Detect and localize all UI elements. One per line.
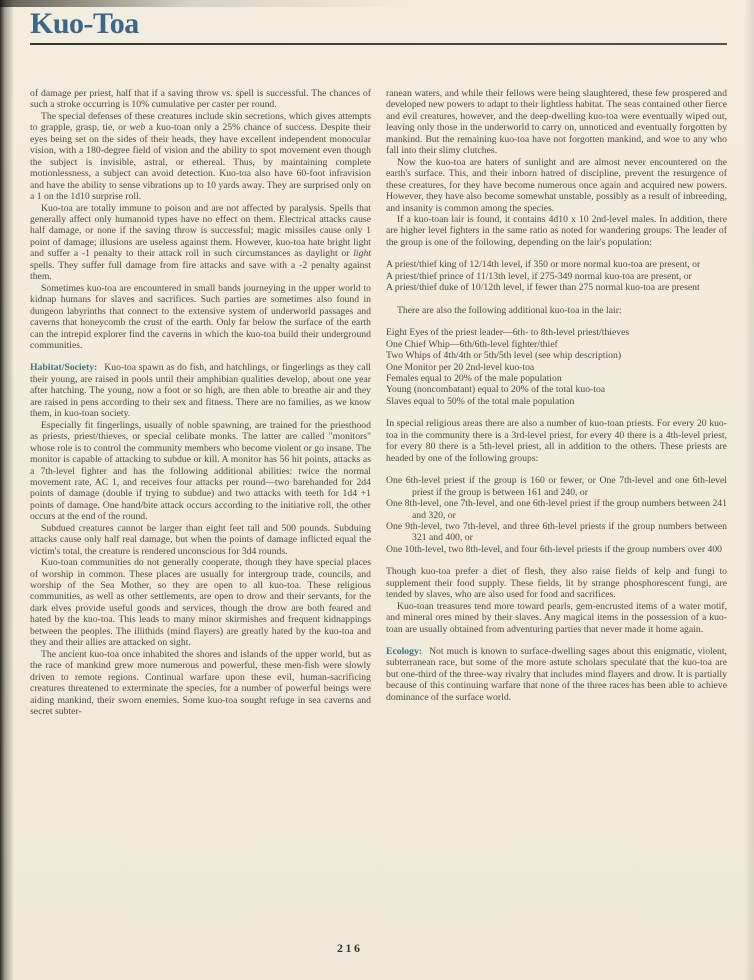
right-column	[386, 88, 727, 717]
page-title: Kuo-Toa	[30, 7, 139, 40]
section-heading: Habitat/Society:	[30, 362, 98, 374]
paragraph: A priest/thief prince of 11/13th level, if 275-349 normal kuo-toa are present, or	[386, 270, 692, 282]
paragraph: Females equal to 20% of the male population	[386, 372, 562, 384]
paragraph: One 10th-level, two 8th-level, and four 6th-level priests if the group numbers over 400	[386, 543, 723, 555]
paragraph: Kuo-toan treasures tend more toward pearls, gem-encrusted items of a water motif, and mineral ores mined by their slaves. Any magical items in the possession of a kuo-toan are usually obtained from adventuring parties that never made it home again.	[386, 600, 727, 635]
paragraph: of damage per priest, half that if a saving throw vs. spell is successful. The chances of such a stroke occurring is 10% cumulative per caster per round.	[30, 88, 371, 111]
title-rule	[30, 43, 727, 45]
section-heading: Ecology:	[386, 646, 423, 658]
paragraph: If a kuo-toan lair is found, it contains 4d10 x 10 2nd-level males. In addition, there are higher level fighters in the same ratio as noted for wandering groups. The leader of the group is one of the following, depending on the lair's population:	[386, 213, 727, 248]
paragraph: Especially fit fingerlings, usually of noble spawning, are trained for the priesthood as priests, priest/thieves, or special celibate monks. The latter are called "monitors" whose role is to control the community members who become violent or go insane. The monitor is capable of attacking to subdue or kill. A monitor has 56 hit points, attacks as a 7th-level fighter and has the following additional abilities: twice the normal movement rate, AC 1, and receives four attacks per round—two barehanded for 2d4 points of damage (double if trying to subdue) and two attacks with teeth for 1d4 +1 points of damage. One hand/bite attack occurs according to the initiative roll, the other occurs at the end of the round.	[30, 419, 371, 523]
paragraph: Kuo-toa are totally immune to poison and are not affected by paralysis. Spells that generally affect only humanoid types have no effect on them. Electrical attacks cause half damage, or none if the saving throw is successful; magic missiles cause only 1 point of damage; illusions are useless against them. However, kuo-toa hate bright light and suffer a -1 penalty to their attack roll in such circumstances as daylight or light spells. They suffer full damage from fire attacks and save with a -2 penalty against them.	[30, 202, 371, 283]
paragraph: Though kuo-toa prefer a diet of flesh, they also raise fields of kelp and fungi to supplement their food supply. These fields, lit by strange phosphorescent fungi, are tended by slaves, who are also used for food and sacrifices.	[386, 566, 727, 601]
scan-shadow-right	[744, 0, 754, 980]
paragraph: The ancient kuo-toa once inhabited the shores and islands of the upper world, but as the race of mankind grew more numerous and powerful, these men-fish were slowly driven to remote regions. Continual warfare upon these evil, human-sacrificing creatures threatened to exterminate the species, for a number of powerful beings were aiding mankind, their sworn enemies. Some kuo-toa sought refuge in sea caverns and secret subter-	[30, 648, 371, 718]
section-paragraph: Ecology: Not much is known to surface-dwelling sages about this enigmatic, violent, subterranean race, but some of the more astute scholars speculate that the kuo-toa are but one-third of the three-way rivalry that includes mind flayers and drow. It is partially because of this continuing warfare that none of the three races has been able to achieve dominance of the surface world.	[386, 646, 727, 703]
page-number: 216	[337, 941, 363, 955]
paragraph: A priest/thief duke of 10/12th level, if fewer than 275 normal kuo-toa are present	[386, 282, 700, 294]
scan-shadow-left	[0, 0, 14, 980]
paragraph: Now the kuo-toa are haters of sunlight and are almost never encountered on the earth's surface. This, and their inborn hatred of discipline, prevent the resurgence of these creatures, for they have become numerous once again and acquired new powers. However, they have also become somewhat unstable, possibly as a result of inbreeding, and insanity is common among the species.	[386, 156, 727, 214]
paragraph: Slaves equal to 50% of the total male population	[386, 395, 575, 407]
paragraph: One 6th-level priest if the group is 160 or fewer, or One 7th-level and one 6th-level priest if the group is between 161 and 240, or	[386, 475, 727, 498]
paragraph: A priest/thief king of 12/14th level, if 350 or more normal kuo-toa are present, or	[386, 259, 701, 271]
scan-shadow-top	[0, 0, 754, 7]
paragraph: One Monitor per 20 2nd-level kuo-toa	[386, 361, 535, 373]
paragraph: Eight Eyes of the priest leader—6th- to 8th-level priest/thieves	[386, 327, 630, 339]
paragraph: Sometimes kuo-toa are encountered in small bands journeying in the upper world to kidnap humans for slaves and sacrifices. Such parties are sometimes also found in dungeon labyrinths that connect to the extensive system of underworld passages and caverns that honeycomb the crust of the earth. Only far below the surface of the earth can the intrepid explorer find the caverns in which the kuo-toa build their underground communities.	[30, 282, 371, 351]
page-header	[30, 8, 727, 45]
left-column	[30, 88, 371, 717]
paragraph: In special religious areas there are also a number of kuo-toan priests. For every 20 kuo-toa in the community there is a 3rd-level priest, for every 40 there is a 4th-level priest, for every 80 there is a 5th-level priest, all in addition to the others. These priests are headed by one of the following groups:	[386, 418, 727, 464]
paragraph: ranean waters, and while their fellows were being slaughtered, these few prospered and developed new powers to adapt to their lightless habitat. The seas contained other fierce and evil creatures, however, and the deep-dwelling kuo-toa were eventually wiped out, leaving only those in the underworld to carry on, unnoticed and eventually forgotten by mankind. But the remaining kuo-toa have not forgotten mankind, and woe to any who fall into their slimy clutches.	[386, 88, 727, 157]
paragraph: There are also the following additional kuo-toa in the lair:	[397, 304, 622, 316]
paragraph: Two Whips of 4th/4th or 5th/5th level (see whip description)	[386, 350, 622, 362]
paragraph: Kuo-toan communities do not generally cooperate, though they have special places of worship in common. These places are usually for intergroup trade, councils, and worship of the Sea Mother, so they are open to all kuo-toa. These religious communities, as well as other settlements, are open to drow and their servants, for the dark elves provide useful goods and services, though the drow are both feared and hated by the kuo-toa. This leads to many minor skirmishes and frequent kidnappings between the peoples. The illithids (mind flayers) are greatly hated by the kuo-toa and they and their allies are attacked on sight.	[30, 557, 371, 649]
paragraph: One 8th-level, one 7th-level, and one 6th-level priest if the group numbers between 241 and 320, or	[386, 498, 727, 521]
section-paragraph: Habitat/Society: Kuo-toa spawn as do fish, and hatchlings, or fingerlings as they call their young, are raised in pools until their amphibian qualities develop, about one year after hatching. The young, now a foot or so high, are then able to breathe air and they are raised in pens according to their sex and fitness. There are no families, as we know them, in kuo-toan society.	[30, 362, 371, 420]
text-columns	[30, 88, 727, 717]
paragraph: One Chief Whip—6th/6th-level fighter/thief	[386, 338, 558, 350]
paragraph: Young (noncombatant) equal to 20% of the total kuo-toa	[386, 384, 606, 396]
paragraph: Subdued creatures cannot be larger than eight feet tall and 500 pounds. Subduing attacks cause only half real damage, but when the points of damage inflicted equal the victim's total, the creature is rendered unconscious for 3d4 rounds.	[30, 522, 371, 557]
paragraph: One 9th-level, two 7th-level, and three 6th-level priests if the group numbers between 321 and 400, or	[386, 520, 727, 544]
paragraph: The special defenses of these creatures include skin secretions, which gives attempts to grapple, grasp, tie, or web a kuo-toan only a 25% chance of success. Despite their eyes being set on the sides of their heads, they have excellent independent monocular vision, with a 180-degree field of vision and the ability to spot movement even though the subject is invisible, astral, or ethereal. Thus, by maintaining complete motionlessness, a subject can avoid detection. Kuo-toa also have 60-foot infravision and have the ability to sense vibrations up to 10 yards away. They are surprised only on a 1 on the 1d10 surprise roll.	[30, 110, 371, 203]
